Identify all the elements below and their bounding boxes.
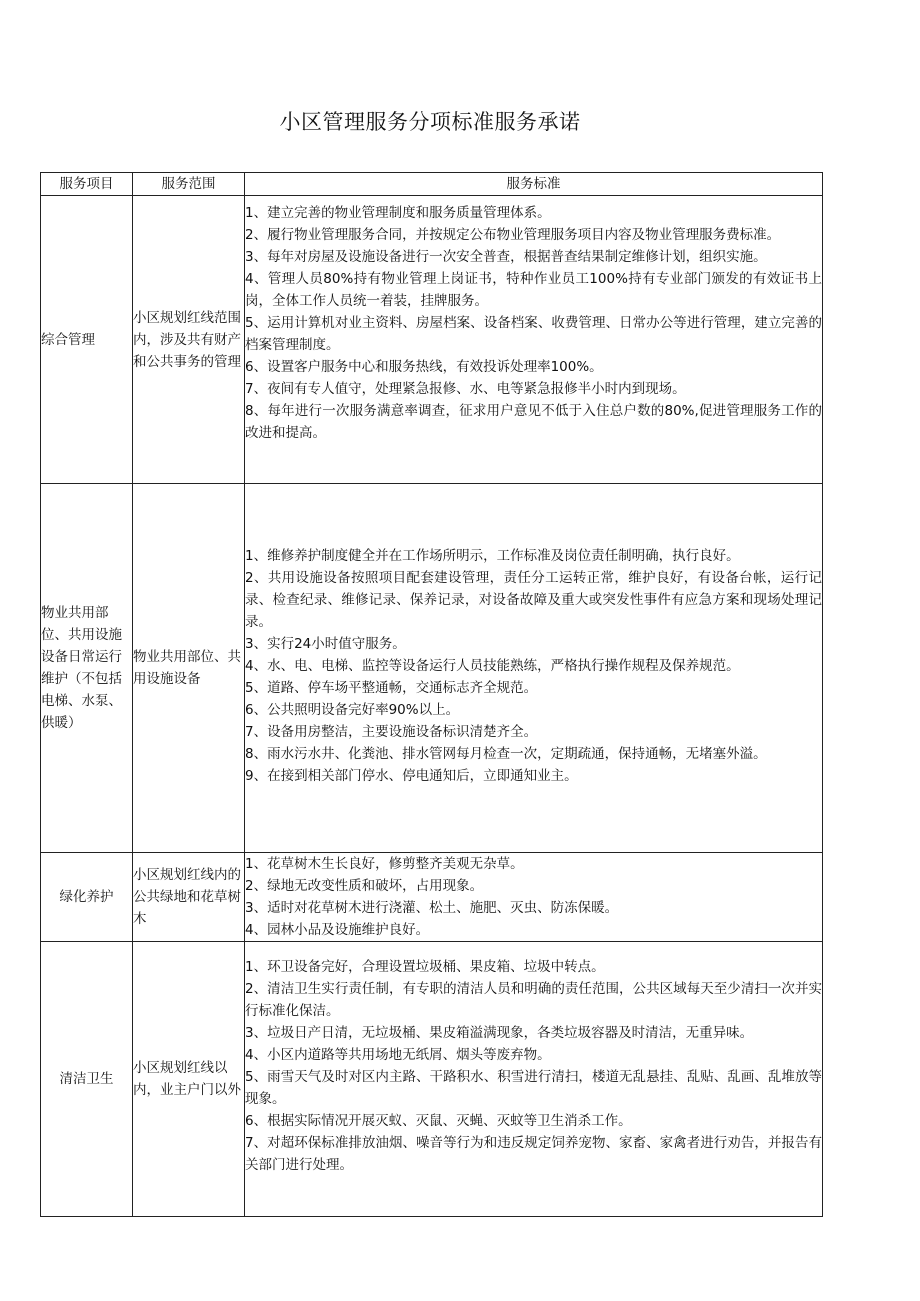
standard-item: 2、清洁卫生实行责任制，有专职的清洁人员和明确的责任范围，公共区域每天至少清扫一次并实行标准化保洁。: [245, 981, 822, 1019]
standard-item: 8、雨水污水井、化粪池、排水管网每月检查一次，定期疏通，保持通畅，无堵塞外溢。: [245, 746, 767, 762]
standard-item: 5、雨雪天气及时对区内主路、干路积水、积雪进行清扫，楼道无乱悬挂、乱贴、乱画、乱堆放等现象。: [245, 1069, 822, 1107]
row-service-item: 综合管理: [41, 196, 133, 484]
standard-item: 6、根据实际情况开展灭蚁、灭鼠、灭蝇、灭蚊等卫生消杀工作。: [245, 1113, 632, 1129]
standard-item: 3、每年对房屋及设施设备进行一次安全普查，根据普查结果制定维修计划，组织实施。: [245, 249, 767, 265]
row-service-item: 绿化养护: [41, 853, 133, 942]
standard-item: 8、每年进行一次服务满意率调查，征求用户意见不低于入住总户数的80%,促进管理服务工作的改进和提高。: [245, 403, 822, 441]
row-service-item: 清洁卫生: [41, 942, 133, 1217]
row-service-standards: [245, 196, 823, 484]
row-service-scope: 小区规划红线内的公共绿地和花草树木: [133, 853, 245, 942]
standard-item: 4、管理人员80%持有物业管理上岗证书，特种作业员工100%持有专业部门颁发的有效证书上岗，全体工作人员统一着装，挂牌服务。: [245, 271, 822, 309]
standard-item: 7、设备用房整洁，主要设施设备标识清楚齐全。: [245, 724, 538, 740]
standard-item: 3、垃圾日产日清，无垃圾桶、果皮箱溢满现象，各类垃圾容器及时清洁，无重异味。: [245, 1025, 754, 1041]
standard-item: 3、实行24小时值守服务。: [245, 636, 406, 652]
row-service-scope: 小区规划红线范围内，涉及共有财产和公共事务的管理: [133, 196, 245, 484]
standard-item: 6、设置客户服务中心和服务热线，有效投诉处理率100%。: [245, 359, 603, 375]
standard-item: 3、适时对花草树木进行浇灌、松土、施肥、灭虫、防冻保暖。: [245, 900, 619, 916]
standard-item: 4、园林小品及设施维护良好。: [245, 922, 430, 938]
page-title: 小区管理服务分项标准服务承诺: [279, 110, 581, 134]
standard-item: 1、维修养护制度健全并在工作场所明示，工作标准及岗位责任制明确，执行良好。: [245, 548, 740, 564]
table-row: [41, 942, 823, 1217]
table-row: [41, 196, 823, 484]
row-service-standards: [245, 853, 823, 942]
table-header-row: [41, 173, 823, 196]
row-service-standards: [245, 942, 823, 1217]
service-standard-table: [40, 172, 823, 1217]
standard-item: 7、夜间有专人值守，处理紧急报修、水、电等紧急报修半小时内到现场。: [245, 381, 686, 397]
standard-item: 1、建立完善的物业管理制度和服务质量管理体系。: [245, 205, 551, 221]
standard-item: 5、道路、停车场平整通畅，交通标志齐全规范。: [245, 680, 538, 696]
table-row: [41, 853, 823, 942]
row-service-item: 物业共用部位、共用设施设备日常运行维护（不包括电梯、水泵、供暖）: [41, 484, 133, 853]
standard-item: 2、共用设施设备按照项目配套建设管理，责任分工运转正常，维护良好，有设备台帐，运行记录、检查纪录、维修记录、保养记录，对设备故障及重大或突发性事件有应急方案和现场处理记录。: [245, 570, 822, 630]
table-row: [41, 484, 823, 853]
row-service-scope: 小区规划红线以内，业主户门以外: [133, 942, 245, 1217]
standard-item: 2、绿地无改变性质和破坏，占用现象。: [245, 878, 484, 894]
standard-item: 9、在接到相关部门停水、停电通知后，立即通知业主。: [245, 768, 578, 784]
standard-item: 4、小区内道路等共用场地无纸屑、烟头等废弃物。: [245, 1047, 551, 1063]
standard-item: 2、履行物业管理服务合同，并按规定公布物业管理服务项目内容及物业管理服务费标准。: [245, 227, 781, 243]
standard-item: 7、对超环保标准排放油烟、噪音等行为和违反规定饲养宠物、家畜、家禽者进行劝告，并报告有关部门进行处理。: [245, 1135, 822, 1173]
standard-item: 1、环卫设备完好，合理设置垃圾桶、果皮箱、垃圾中转点。: [245, 959, 605, 975]
header-service-standard: 服务标准: [245, 173, 823, 196]
standard-item: 1、花草树木生长良好，修剪整齐美观无杂草。: [245, 856, 524, 872]
header-service-item: 服务项目: [41, 173, 133, 196]
row-service-scope: 物业共用部位、共用设施设备: [133, 484, 245, 853]
row-service-standards: [245, 484, 823, 853]
standard-item: 4、水、电、电梯、监控等设备运行人员技能熟练，严格执行操作规程及保养规范。: [245, 658, 740, 674]
standard-item: 5、运用计算机对业主资料、房屋档案、设备档案、收费管理、日常办公等进行管理，建立完善的档案管理制度。: [245, 315, 822, 353]
header-service-scope: 服务范围: [133, 173, 245, 196]
standard-item: 6、公共照明设备完好率90%以上。: [245, 702, 460, 718]
